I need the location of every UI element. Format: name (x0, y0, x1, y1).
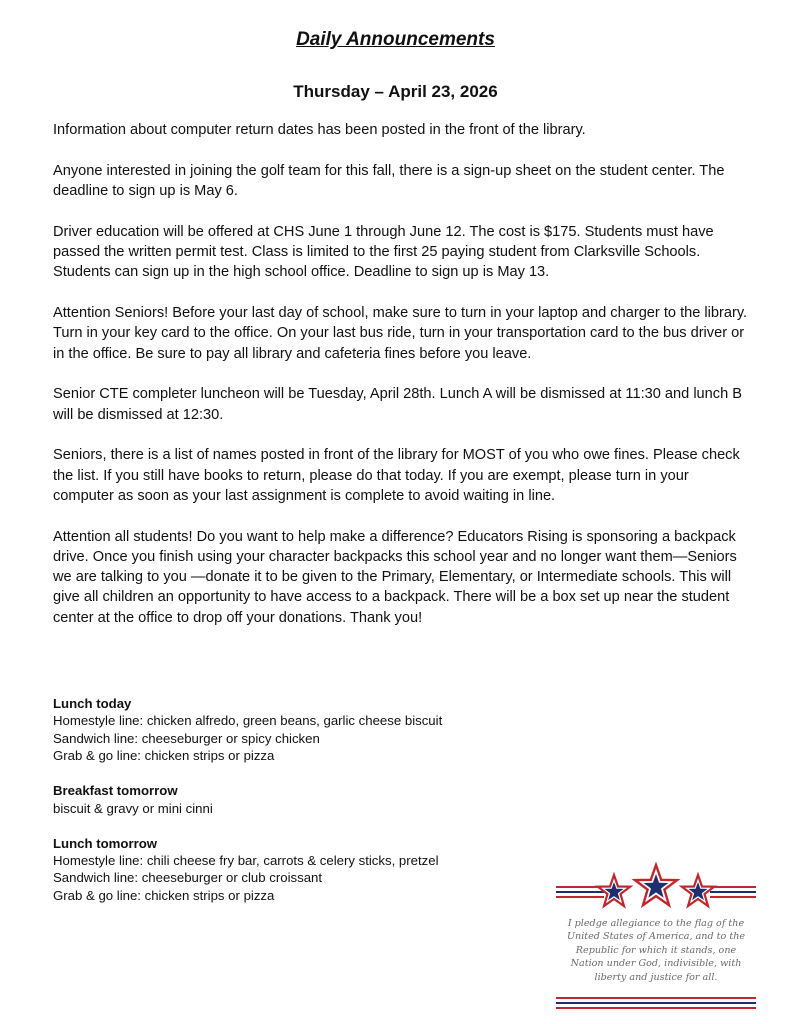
menu-heading: Lunch tomorrow (53, 835, 158, 851)
announcement-paragraph: Attention all students! Do you want to help make a difference? Educators Rising is sponsoring a backpack drive. Once you finish using your character backpacks this school year and no longer want them—Seniors we are talking to you —donate it to be given to the Primary, Elementary, or Intermediate schools. This will give all children an opportunity to have access to a backpack. There will be a box set up near the student center at the office to drop off your donations. Thank you! (53, 528, 737, 626)
announcements-list (53, 120, 753, 648)
menu-line: biscuit & gravy or mini cinni (53, 800, 213, 816)
lunch-tomorrow-block (53, 835, 533, 905)
announcement-paragraph: Driver education will be offered at CHS June 1 through June 12. The cost is $175. Students must have passed the written permit test. Class is limited to the first 25 paying student from Clarksville Schools. Students can sign up in the high school office. Deadline to sign up is May 13. (53, 223, 714, 281)
breakfast-tomorrow-block (53, 782, 533, 817)
menu-line: Grab & go line: chicken strips or pizza (53, 887, 275, 903)
menu-line: Grab & go line: chicken strips or pizza (53, 748, 275, 764)
pledge-line: United States of America, and to the (566, 931, 746, 943)
lunch-today-block (53, 695, 533, 765)
pledge-text (560, 917, 752, 984)
announcement-paragraph: Attention Seniors! Before your last day of school, make sure to turn in your laptop and charger to the library. Turn in your key card to the office. On your last bus ride, turn in your transportation card to the bus driver or in the office. Be sure to pay all library and cafeteria fines before you leave. (53, 304, 748, 362)
menu-line: Homestyle line: chicken alfredo, green beans, garlic cheese biscuit (53, 713, 443, 729)
pledge-line: Republic for which it stands, one (575, 944, 737, 956)
menu-line: Sandwich line: cheeseburger or club croissant (53, 870, 323, 886)
menu-heading: Lunch today (53, 696, 132, 711)
menu-line: Sandwich line: cheeseburger or spicy chicken (53, 730, 320, 746)
announcement-paragraph: Seniors, there is a list of names posted in front of the library for MOST of you who owe fines. Please check the list. If you still have books to return, please do that today. If you are exempt, please turn in your computer as soon as your last assignment is complete to avoid waiting in line. (53, 447, 740, 504)
pledge-line: liberty and justice for all. (594, 971, 718, 983)
menu-section (53, 695, 533, 922)
menu-heading: Breakfast tomorrow (53, 783, 178, 799)
pledge-graphic (556, 862, 756, 1012)
announcement-paragraph: Anyone interested in joining the golf team for this fall, there is a sign-up sheet on the student center. The deadline to sign up is May 6. (53, 162, 725, 199)
pledge-line: Nation under God, indivisible, with (570, 958, 742, 970)
page-title: Daily Announcements (296, 29, 495, 50)
announcement-date: Thursday – April 23, 2026 (293, 82, 498, 101)
pledge-line: I pledge allegiance to the flag of the (567, 918, 745, 929)
announcement-paragraph: Senior CTE completer luncheon will be Tuesday, April 28th. Lunch A will be dismissed at 11:30 and lunch B will be dismissed at 12:30. (53, 386, 742, 423)
announcement-paragraph: Information about computer return dates has been posted in the front of the library. (53, 122, 586, 138)
menu-line: Homestyle line: chili cheese fry bar, carrots & celery sticks, pretzel (53, 853, 439, 869)
